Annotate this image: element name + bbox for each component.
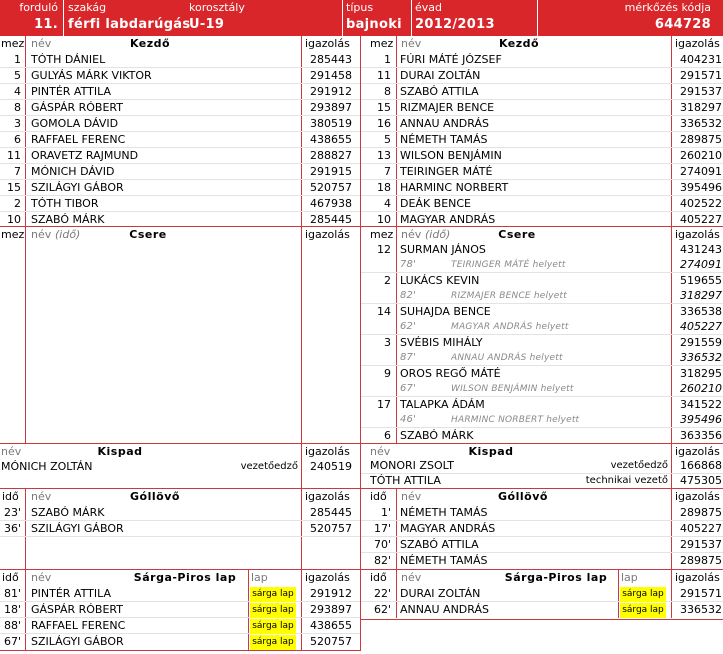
- table-row: [361, 116, 723, 132]
- substitution-row: [361, 397, 723, 428]
- substitution-row: [361, 304, 723, 335]
- home-goals-header: [0, 489, 360, 505]
- col-mez: mez: [1, 228, 25, 241]
- col-lap: lap: [251, 571, 268, 584]
- license-id: 291912: [310, 85, 352, 98]
- away-bench-panel: [361, 444, 723, 488]
- staff-name: MONORI ZSOLT: [370, 459, 454, 472]
- col-nev: név: [401, 37, 422, 50]
- home-bottom-line: [0, 650, 361, 651]
- table-row: [0, 100, 360, 116]
- replaced-player: WILSON BENJÁMIN helyett: [451, 384, 574, 394]
- col-nev: név: [401, 490, 422, 503]
- shirt-number: 15: [7, 181, 21, 194]
- player-name: WILSON BENJÁMIN: [400, 149, 502, 162]
- col-ido: (idő): [55, 228, 81, 241]
- section-title-kispad: Kispad: [97, 445, 143, 458]
- col-lap: lap: [621, 571, 638, 584]
- goal-time: 36': [3, 522, 21, 535]
- player-name: PINTÉR ATTILA: [31, 85, 111, 98]
- replaced-license-id: 405227: [680, 320, 722, 333]
- col-nev: név: [31, 228, 52, 241]
- yellow-card-badge: sárga lap: [620, 587, 666, 602]
- table-row: [0, 132, 360, 148]
- col-mez: mez: [370, 37, 394, 50]
- col-igazolas: igazolás: [305, 490, 350, 503]
- table-row: [0, 148, 360, 164]
- season-cell: [411, 0, 537, 36]
- license-id: 289875: [680, 133, 722, 146]
- col-mez: mez: [370, 228, 394, 241]
- shirt-number: 14: [377, 305, 391, 318]
- license-id: 520757: [310, 522, 352, 535]
- col-ido: idő: [2, 571, 19, 584]
- away-bottom-line: [361, 619, 723, 620]
- license-id: 318295: [680, 367, 722, 380]
- col-nev: név: [401, 228, 422, 241]
- shirt-number: 4: [14, 85, 21, 98]
- col-nev: név: [1, 445, 22, 458]
- sub-time: 62': [400, 321, 417, 332]
- player-name: OROS REGŐ MÁTÉ: [400, 367, 501, 380]
- home-subs-header: [0, 227, 360, 243]
- goal-time: 82': [373, 554, 391, 567]
- col-igazolas: igazolás: [305, 571, 350, 584]
- round-label: forduló: [19, 1, 58, 14]
- col-nev: név: [370, 445, 391, 458]
- player-name: SZABÓ MÁRK: [31, 213, 105, 226]
- replaced-license-id: 318297: [680, 289, 722, 302]
- col-ido: idő: [2, 490, 19, 503]
- away-subs-header: [361, 227, 723, 243]
- replaced-license-id: 260210: [680, 382, 722, 395]
- shirt-number: 5: [14, 69, 21, 82]
- goal-row: [0, 521, 360, 537]
- player-name: LUKÁCS KEVIN: [400, 274, 480, 287]
- bench-row: [361, 473, 723, 488]
- section-title-gollovo: Góllövő: [498, 490, 548, 503]
- section-title-gollovo: Góllövő: [130, 490, 180, 503]
- table-row: [361, 212, 723, 228]
- license-id: 274091: [680, 165, 722, 178]
- player-name: MAGYAR ANDRÁS: [400, 213, 496, 226]
- table-row: [0, 196, 360, 212]
- staff-name: MÓNICH ZOLTÁN: [1, 460, 93, 473]
- scorer-name: SZABÓ ATTILA: [400, 538, 479, 551]
- home-goals-panel: [0, 489, 360, 569]
- match-code-value: 644728: [654, 17, 711, 32]
- col-ido: (idő): [425, 228, 451, 241]
- table-row: [361, 100, 723, 116]
- col-mez: mez: [1, 37, 25, 50]
- col-igazolas: igazolás: [675, 490, 720, 503]
- yellow-card-badge: sárga lap: [250, 619, 296, 634]
- substitution-row: [361, 366, 723, 397]
- col-igazolas: igazolás: [675, 228, 720, 241]
- replaced-player: RIZMAJER BENCE helyett: [451, 291, 567, 301]
- sub-time: 82': [400, 290, 417, 301]
- player-name: ANNAU ANDRÁS: [400, 603, 489, 616]
- match-header: [0, 0, 723, 36]
- license-id: 402522: [680, 197, 722, 210]
- table-row: [0, 116, 360, 132]
- license-id: 291537: [680, 85, 722, 98]
- shirt-number: 8: [384, 85, 391, 98]
- substitution-row: [361, 273, 723, 304]
- sub-time: 46': [400, 414, 417, 425]
- player-name: DEÁK BENCE: [400, 197, 472, 210]
- card-time: 81': [3, 587, 21, 600]
- player-name: TÓTH TIBOR: [31, 197, 99, 210]
- license-id: 293897: [310, 101, 352, 114]
- table-row: [361, 148, 723, 164]
- license-id: 318297: [680, 101, 722, 114]
- license-id: 285445: [310, 506, 352, 519]
- shirt-number: 17: [377, 398, 391, 411]
- home-subs-panel: [0, 227, 360, 443]
- table-row: [361, 52, 723, 68]
- player-name: TÓTH DÁNIEL: [31, 53, 106, 66]
- shirt-number: 2: [14, 197, 21, 210]
- license-id: 467938: [310, 197, 352, 210]
- player-name: RAFFAEL FERENC: [31, 133, 126, 146]
- shirt-number: 10: [377, 213, 391, 226]
- player-name: DURAI ZOLTÁN: [400, 69, 481, 82]
- card-row: [361, 586, 723, 602]
- goal-time: 1': [380, 506, 391, 519]
- table-row: [0, 68, 360, 84]
- table-row: [0, 52, 360, 68]
- player-name: SZABÓ ATTILA: [400, 85, 479, 98]
- shirt-number: 12: [377, 243, 391, 256]
- section-title-csere: Csere: [498, 228, 536, 241]
- player-name: RAFFAEL FERENC: [31, 619, 126, 632]
- season-value: 2012/2013: [415, 17, 495, 32]
- shirt-number: 1: [14, 53, 21, 66]
- card-row: [0, 586, 360, 602]
- player-name: GOMOLA DÁVID: [31, 117, 119, 130]
- shirt-number: 16: [377, 117, 391, 130]
- goal-row: [361, 537, 723, 553]
- shirt-number: 1: [384, 53, 391, 66]
- type-label: típus: [346, 1, 374, 14]
- home-starters-header: [0, 36, 360, 52]
- card-time: 62': [373, 603, 391, 616]
- discipline-cell: [63, 0, 191, 36]
- player-name: TEIRINGER MÁTÉ: [400, 165, 493, 178]
- col-igazolas: igazolás: [675, 37, 720, 50]
- goal-row: [361, 553, 723, 569]
- player-name: SURMAN JÁNOS: [400, 243, 486, 256]
- table-row: [361, 84, 723, 100]
- type-value: bajnoki: [346, 17, 402, 32]
- player-name: SVÉBIS MIHÁLY: [400, 336, 483, 349]
- table-row: [361, 164, 723, 180]
- shirt-number: 10: [7, 213, 21, 226]
- license-id: 291559: [680, 336, 722, 349]
- shirt-number: 3: [14, 117, 21, 130]
- goal-time: 70': [373, 538, 391, 551]
- section-title-csere: Csere: [129, 228, 167, 241]
- table-row: [0, 212, 360, 228]
- substitution-row: [361, 242, 723, 273]
- license-id: 405227: [680, 522, 722, 535]
- home-bench-panel: [0, 444, 360, 488]
- sub-time: 78': [400, 259, 417, 270]
- player-name: SZABÓ MÁRK: [400, 429, 474, 442]
- license-id: 291537: [680, 538, 722, 551]
- license-id: 336538: [680, 305, 722, 318]
- license-id: 260210: [680, 149, 722, 162]
- home-cards-panel: [0, 570, 360, 650]
- section-title-kispad: Kispad: [468, 445, 514, 458]
- type-cell: [342, 0, 411, 36]
- license-id: 336532: [680, 117, 722, 130]
- discipline-value: férfi labdarúgás: [68, 17, 191, 32]
- home-starters-panel: [0, 36, 360, 226]
- age-group-cell: [187, 0, 342, 36]
- shirt-number: 3: [384, 336, 391, 349]
- bench-row: [0, 459, 360, 475]
- goal-time: 17': [373, 522, 391, 535]
- staff-role: vezetőedző: [610, 460, 668, 471]
- replaced-player: HARMINC NORBERT helyett: [451, 415, 580, 425]
- staff-name: TÓTH ATTILA: [370, 474, 441, 487]
- player-name: GÁSPÁR RÓBERT: [31, 603, 123, 616]
- replaced-player: TEIRINGER MÁTÉ helyett: [451, 260, 566, 270]
- discipline-label: szakág: [68, 1, 107, 14]
- player-name: TALAPKA ÁDÁM: [400, 398, 485, 411]
- col-nev: név: [31, 490, 52, 503]
- card-row: [0, 602, 360, 618]
- goal-row: [361, 505, 723, 521]
- section-title-kezdo: Kezdő: [498, 37, 540, 50]
- col-nev: név: [31, 571, 52, 584]
- round-cell: [0, 0, 63, 36]
- license-id: 285445: [310, 213, 352, 226]
- player-name: SZILÁGYI GÁBOR: [31, 181, 124, 194]
- season-label: évad: [415, 1, 443, 14]
- shirt-number: 6: [14, 133, 21, 146]
- license-id: 289875: [680, 506, 722, 519]
- yellow-card-badge: sárga lap: [620, 603, 666, 618]
- license-id: 363356: [680, 429, 722, 442]
- table-row: [0, 84, 360, 100]
- shirt-number: 11: [7, 149, 21, 162]
- card-time: 22': [373, 587, 391, 600]
- home-bench-header: [0, 444, 360, 460]
- table-row: [361, 132, 723, 148]
- license-id: 293897: [310, 603, 352, 616]
- license-id: 166868: [680, 459, 722, 472]
- shirt-number: 11: [377, 69, 391, 82]
- col-nev: név: [401, 571, 422, 584]
- shirt-number: 2: [384, 274, 391, 287]
- shirt-number: 7: [14, 165, 21, 178]
- round-value: 11.: [34, 17, 58, 32]
- away-starters-panel: [361, 36, 723, 226]
- sub-time: 87': [400, 352, 417, 363]
- shirt-number: 8: [14, 101, 21, 114]
- col-igazolas: igazolás: [305, 445, 350, 458]
- table-row: [361, 68, 723, 84]
- license-id: 404231: [680, 53, 722, 66]
- player-name: FÚRI MÁTÉ JÓZSEF: [400, 53, 502, 66]
- license-id: 288827: [310, 149, 352, 162]
- table-row: [361, 180, 723, 196]
- away-cards-panel: [361, 570, 723, 618]
- col-nev: név: [31, 37, 52, 50]
- card-time: 67': [3, 635, 21, 648]
- col-ido: idő: [370, 490, 387, 503]
- license-id: 291912: [310, 587, 352, 600]
- player-name: GÁSPÁR RÓBERT: [31, 101, 123, 114]
- card-row: [0, 618, 360, 634]
- license-id: 520757: [310, 181, 352, 194]
- license-id: 291458: [310, 69, 352, 82]
- license-id: 520757: [310, 635, 352, 648]
- scorer-name: SZILÁGYI GÁBOR: [31, 522, 124, 535]
- yellow-card-badge: sárga lap: [250, 603, 296, 618]
- substitution-row: [361, 428, 723, 443]
- goal-row: [0, 505, 360, 521]
- license-id: 395496: [680, 181, 722, 194]
- table-row: [0, 164, 360, 180]
- col-igazolas: igazolás: [675, 571, 720, 584]
- substitution-row: [361, 335, 723, 366]
- license-id: 519655: [680, 274, 722, 287]
- license-id: 291571: [680, 587, 722, 600]
- card-row: [0, 634, 360, 650]
- player-name: HARMINC NORBERT: [400, 181, 509, 194]
- col-ido: idő: [370, 571, 387, 584]
- replaced-license-id: 336532: [680, 351, 722, 364]
- replaced-license-id: 274091: [680, 258, 722, 271]
- shirt-number: 4: [384, 197, 391, 210]
- match-code-label: mérkőzés kódja: [624, 1, 711, 14]
- scorer-name: NÉMETH TAMÁS: [400, 506, 488, 519]
- player-name: NÉMETH TAMÁS: [400, 133, 488, 146]
- table-row: [0, 180, 360, 196]
- staff-role: technikai vezető: [585, 475, 668, 486]
- shirt-number: 6: [384, 429, 391, 442]
- section-title-lapok: Sárga-Piros lap: [504, 571, 608, 584]
- replaced-player: ANNAU ANDRÁS helyett: [451, 353, 563, 363]
- col-igazolas: igazolás: [305, 228, 350, 241]
- license-id: 289875: [680, 554, 722, 567]
- yellow-card-badge: sárga lap: [250, 587, 296, 602]
- shirt-number: 7: [384, 165, 391, 178]
- section-title-kezdo: Kezdő: [129, 37, 171, 50]
- player-name: MÓNICH DÁVID: [31, 165, 115, 178]
- goal-time: 23': [3, 506, 21, 519]
- shirt-number: 9: [384, 367, 391, 380]
- player-name: GULYÁS MÁRK VIKTOR: [31, 69, 152, 82]
- card-time: 88': [3, 619, 21, 632]
- scorer-name: MAGYAR ANDRÁS: [400, 522, 496, 535]
- away-goals-panel: [361, 489, 723, 569]
- player-name: ORAVETZ RAJMUND: [31, 149, 139, 162]
- player-name: DURAI ZOLTÁN: [400, 587, 481, 600]
- license-id: 285443: [310, 53, 352, 66]
- license-id: 341522: [680, 398, 722, 411]
- scorer-name: SZABÓ MÁRK: [31, 506, 105, 519]
- license-id: 336532: [680, 603, 722, 616]
- replaced-license-id: 395496: [680, 413, 722, 426]
- away-subs-panel: [361, 227, 723, 443]
- bench-row: [361, 458, 723, 474]
- player-name: SUHAJDA BENCE: [400, 305, 491, 318]
- col-igazolas: igazolás: [305, 37, 350, 50]
- player-name: PINTÉR ATTILA: [31, 587, 111, 600]
- match-code-cell: [537, 0, 723, 36]
- player-name: RIZMAJER BENCE: [400, 101, 495, 114]
- away-cards-header: [361, 570, 723, 586]
- player-name: ANNAU ANDRÁS: [400, 117, 489, 130]
- license-id: 438655: [310, 133, 352, 146]
- goal-row: [361, 521, 723, 537]
- player-name: SZILÁGYI GÁBOR: [31, 635, 124, 648]
- age-group-label: korosztály: [189, 1, 245, 14]
- away-starters-header: [361, 36, 723, 52]
- card-row: [361, 602, 723, 618]
- replaced-player: MAGYAR ANDRÁS helyett: [451, 322, 569, 332]
- yellow-card-badge: sárga lap: [250, 635, 296, 650]
- home-cards-header: [0, 570, 360, 586]
- shirt-number: 5: [384, 133, 391, 146]
- license-id: 475305: [680, 474, 722, 487]
- license-id: 431243: [680, 243, 722, 256]
- shirt-number: 15: [377, 101, 391, 114]
- col-igazolas: igazolás: [675, 445, 720, 458]
- license-id: 405227: [680, 213, 722, 226]
- scorer-name: NÉMETH TAMÁS: [400, 554, 488, 567]
- card-time: 18': [3, 603, 21, 616]
- section-title-lapok: Sárga-Piros lap: [133, 571, 237, 584]
- sub-time: 67': [400, 383, 417, 394]
- license-id: 291571: [680, 69, 722, 82]
- shirt-number: 18: [377, 181, 391, 194]
- license-id: 240519: [310, 460, 352, 473]
- table-row: [361, 196, 723, 212]
- license-id: 438655: [310, 619, 352, 632]
- license-id: 291915: [310, 165, 352, 178]
- license-id: 380519: [310, 117, 352, 130]
- age-group-value: U-19: [189, 17, 225, 32]
- shirt-number: 13: [377, 149, 391, 162]
- away-goals-header: [361, 489, 723, 505]
- staff-role: vezetőedző: [240, 461, 298, 472]
